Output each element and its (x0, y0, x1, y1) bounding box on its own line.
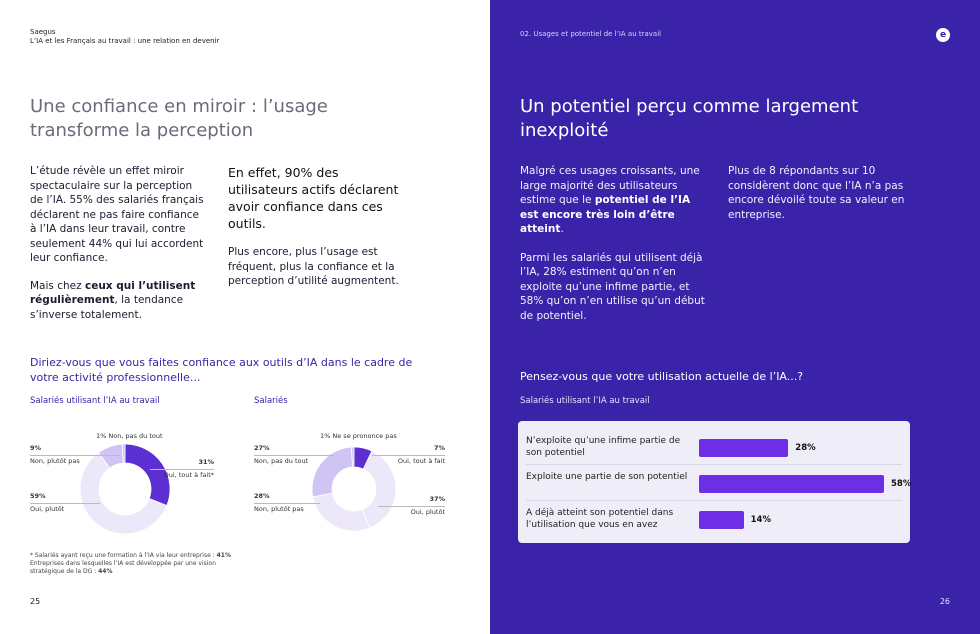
section-label: 02. Usages et potentiel de l’IA au travail (520, 30, 662, 38)
right-column-2 (728, 164, 918, 222)
bold-span: 41% (216, 552, 231, 559)
bar-value-label: 14% (750, 515, 771, 525)
pie2-label-plutot-pas: Non, plutôt pas (254, 505, 304, 513)
leader-line (254, 503, 320, 504)
page-number-right: 26 (939, 597, 950, 606)
bar-label: Exploite une partie de son potentiel (526, 472, 688, 482)
footnote-line-1 (30, 552, 240, 560)
document-title: L’IA et les Français au travail : une relation en devenir (30, 37, 220, 45)
regular-users-paragraph (30, 279, 208, 323)
bar (699, 439, 788, 457)
lead-statement: En effet, 90% des utilisateurs actifs déclarent avoir confiance dans ces outils. (228, 165, 399, 231)
pie2-value-plutot: 37% (429, 495, 445, 503)
bar-row (526, 501, 902, 537)
leader-line (30, 503, 100, 504)
bar-row (526, 429, 902, 465)
pie-chart-users (80, 444, 170, 534)
footnote (30, 552, 240, 576)
text-span: , la tendance s’inverse totalement. (30, 294, 184, 321)
right-heading: Un potentiel perçu comme largement inexploité (520, 96, 859, 141)
text-span: . (560, 223, 564, 235)
bold-span: potentiel de l’IA est encore très loin d’être atteint (520, 194, 691, 235)
bold-span: 44% (98, 568, 113, 575)
bold-span: ceux qui l’utilisent régulièrement (30, 279, 196, 306)
bar (699, 511, 744, 529)
bar-chart-card (518, 421, 910, 543)
bar (699, 475, 884, 493)
pie2-label-plutot: Oui, plutôt (410, 508, 445, 516)
pie2-value-plutot-pas: 28% (254, 492, 270, 500)
footnote-line-2 (30, 560, 240, 576)
potential-paragraph (520, 164, 705, 237)
intro-paragraph: L’étude révèle un effet miroir spectaculaire sur la perception de l’IA. 55% des salariés français déclarent ne pas faire confiance à l’IA dans leur travail, contre seulement 44% qui lui accordent leur confiance. (30, 165, 204, 264)
usage-paragraph: Plus encore, plus l’usage est fréquent, plus la confiance et la perception d’utilité augmentent. (228, 246, 399, 287)
left-heading: Une confiance en miroir : l’usage transforme la perception (30, 96, 328, 141)
leader-line (378, 506, 445, 507)
summary-paragraph: Plus de 8 répondants sur 10 considèrent donc que l’IA n’a pas encore dévoilé toute sa valeur en entreprise. (728, 165, 905, 221)
brand-name: Saegus (30, 28, 56, 36)
pie2-value-pas-du-tout: 27% (254, 444, 270, 452)
pie1-label-plutot-pas: Non, plutôt pas (30, 457, 80, 465)
bar-chart-question: Pensez-vous que votre utilisation actuelle de l’IA...? (520, 370, 804, 383)
leader-line (254, 455, 334, 456)
pie1-value-plutot: 59% (30, 492, 46, 500)
pie2-label-nsp: 1% Ne se prononce pas (320, 432, 397, 440)
leader-line (30, 455, 120, 456)
pie-slice-non-plut-t-pas (313, 493, 370, 531)
pie1-label-plutot: Oui, plutôt (30, 505, 65, 513)
pie2-value-tout-a-fait: 7% (433, 444, 445, 452)
pie2-label-pas-du-tout: Non, pas du tout (254, 457, 309, 465)
bar-value-label: 28% (795, 443, 816, 453)
pie2-label-tout-a-fait: Oui, tout à fait (397, 457, 445, 465)
bar-row (526, 465, 912, 501)
chart2-title: Salariés (254, 396, 288, 406)
bar-chart-subtitle: Salariés utilisant l’IA au travail (520, 396, 650, 406)
trust-question: Diriez-vous que vous faites confiance aux outils d’IA dans le cadre de votre activité professionnelle... (30, 356, 413, 384)
left-column-2 (228, 164, 408, 302)
pie1-value-tout-a-fait: 31% (198, 458, 214, 466)
brand-logo-icon: e (936, 28, 950, 42)
stats-paragraph: Parmi les salariés qui utilisent déjà l’IA, 28% estiment qu’on n’en exploite qu’une infime partie, et 58% qu’on n’en utilise qu’un début de potentiel. (520, 251, 705, 322)
pie1-value-plutot-pas: 9% (30, 444, 42, 452)
text-span: Malgré ces usages croissants, une large majorité des utilisateurs estime que le (520, 165, 700, 206)
pie1-label-pas-du-tout: 1% Non, pas du tout (96, 432, 163, 440)
leader-line (372, 455, 445, 456)
right-page (490, 0, 980, 634)
text-span: Mais chez (30, 279, 85, 292)
bar-label: N’exploite qu’une infime partie de son potentiel (526, 436, 681, 458)
brand-header (30, 28, 219, 46)
pie1-label-tout-a-fait: Oui, tout à fait* (163, 471, 214, 479)
bar-label: A déjà atteint son potentiel dans l’utilisation que vous en avez (526, 508, 674, 530)
chart1-title: Salariés utilisant l’IA au travail (30, 396, 160, 406)
text-span: Entreprises dans lesquelles l’IA est développée par une vision stratégique de la DG : (30, 560, 216, 575)
page-number-left: 25 (30, 597, 41, 606)
left-column-1 (30, 164, 208, 335)
text-span: * Salariés ayant reçu une formation à l’IA via leur entreprise : (30, 552, 217, 559)
right-column-1 (520, 164, 705, 337)
leader-line (150, 469, 214, 470)
bar-value-label: 58% (891, 479, 912, 489)
